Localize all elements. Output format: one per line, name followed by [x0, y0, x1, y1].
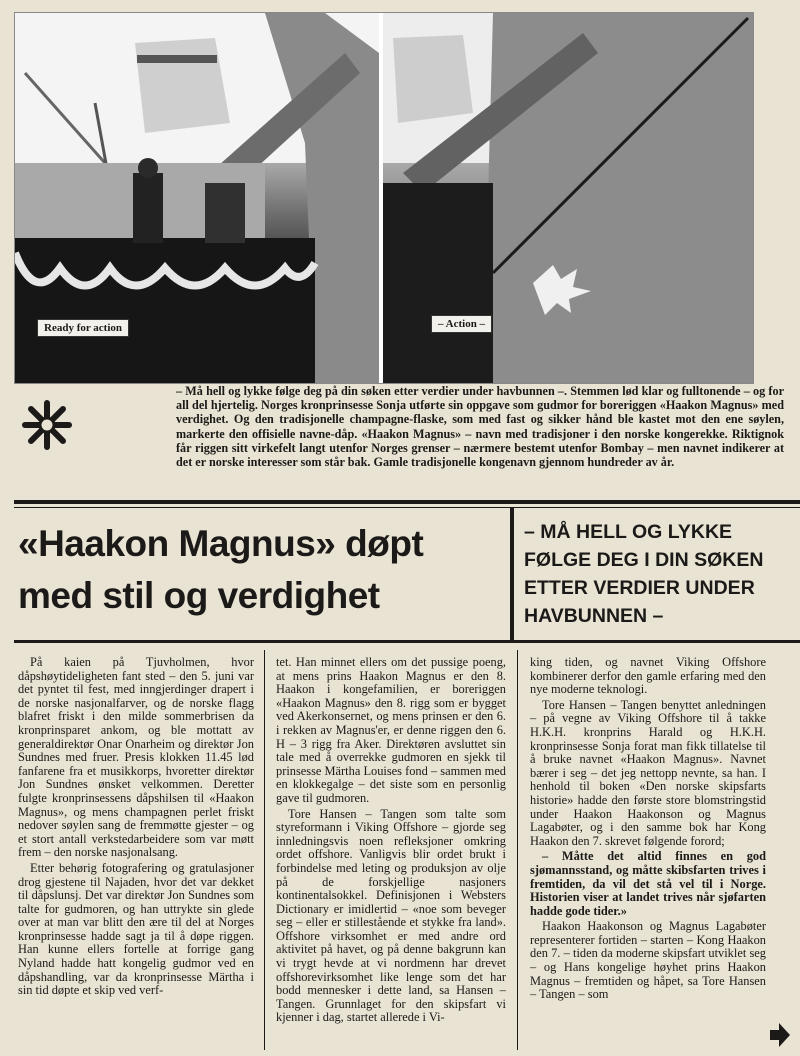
headline-line-2: med stil og verdighet — [18, 575, 380, 616]
paragraph: Tore Hansen – Tangen benyttet anledningen – på vegne av Viking Offshore til å takke H.K.H. kronprins Harald og H.K.H. kronprinsesse Sonja forat man fikk tillatelse til å bruke navnet «Haakon Magnus». Navnet bærer i seg – det jeg nettopp nevnte, sa han. I henhold til boken «Den norske skipsfarts historie» hadde den første store blomstringstid under Haakon Haakonson og Magnus Lagabøter, og i den samme bok har Kong Haakon den 7. skrevet følgende forord; — [530, 697, 766, 848]
divider-headline-bottom — [14, 640, 800, 643]
paragraph: king tiden, og navnet Viking Offshore kombinerer derfor den gamle erfaring med den nye moderne teknologi. — [530, 656, 766, 697]
paragraph: Etter behørig fotografering og gratulasjoner drog gjestene til Najaden, hvor det var dekket til dåpslunsj. Det var direktør Jon Sundnes som talte for gudmoren, og han uttrykte sin glede over at man var blitt den ære til del at Norges kronprinsesse hadde sagt ja til å døpe riggen. Han kunne ellers fortelle at forrige gang Nyland hadde hatt kongelig gudmor ved en dåpshandling, var da kronprinsesse Märtha i sin tid døpte et skip ved verf- — [18, 860, 254, 998]
headline-line-1: «Haakon Magnus» døpt — [18, 523, 424, 564]
intro-paragraph: – Må hell og lykke følge deg på din søken etter verdier under havbunnen –. Stemmen lød klar og fulltonende – og for all del hjertelig. Norges kronprinsesse Sonja utførte sin oppgave som gudmor for boreriggen «Haakon Magnus» med verdighet. Og den tradisjonelle champagne-flaske, som med fast og sikker hånd ble kastet mot den ene søylen, markerte den offisielle navne-dåp. «Haakon Magnus» – navn med tradisjoner i den norske kongerekke. Riktignok får riggen sitt virkefelt langt utenfor Norges grenser – nærmere bestemt utenfor Bombay – men navnet indikerer at det er norske interesser som står bak. Gamle tradisjonelle kongenavn gjennom hundreder av år. — [176, 384, 784, 470]
photo-strip — [14, 12, 754, 384]
asterisk-icon — [20, 398, 74, 452]
quote-paragraph: – Måtte det altid finnes en god sjømannsstand, og måtte skibsfarten trives i fremtiden, da vil det stå vel til i Norge. Historien viser at landet trives når sjøfarten hadde gode tider.» — [530, 849, 766, 918]
paragraph: tet. Han minnet ellers om det pussige poeng, at mens prins Haakon Magnus er den 8. Haakon i kongefamilien, er boreriggen «Haakon Magnus» den 8. rigg som er bygget ved Akerkonsernet, og mens prinsen er den 6. i rekken av Magnus'er, er denne riggen den 6. H – 3 rigg fra Aker. Direktøren avsluttet sin tale med å overrekke gudmoren en sjekk til prinsesse Märtha Louises fond – sammen med en klokkegalge – det siste som en personlig gave til gudmoren. — [276, 656, 506, 805]
body-column-1 — [18, 656, 254, 1052]
divider-col-1-2 — [264, 650, 265, 1050]
divider-top — [14, 500, 800, 504]
paragraph: Haakon Haakonson og Magnus Lagabøter representerer fortiden – starten – Kong Haakon den 7. – tiden da moderne skipsfart utviklet seg – og Hans kongelige høyhet prins Haakon Magnus – fremtiden og håpet, sa Tore Hansen – Tangen – som — [530, 919, 766, 1002]
paragraph: Tore Hansen – Tangen som talte som styreformann i Viking Offshore – gjorde seg innledningsvis noen refleksjoner omkring ordet offshore. Vanligvis blir ordet brukt i forbindelse med leting og produksjon av olje på de forskjellige nasjoners kontinentalsokkel. Definisjonen i Websters Dictionary er imidlertid – «noe som beveger seg – eller er stillestående et stykke fra land». Offshore virksomhet er med andre ord aktivitet på havet, og på denne bakgrunn kan vi trygt hevde at vi nordmenn har drevet offshorevirksomhet like lenge som det har bodd mennesker i dette land, sa Hansen – Tangen. Grunnlaget for den skipsfart vi kjenner i dag, startet allerede i Vi- — [276, 806, 506, 1025]
divider-top-thin — [14, 507, 800, 508]
continue-arrow-icon — [770, 1022, 790, 1048]
photo-action — [383, 13, 753, 383]
paragraph: På kaien på Tjuvholmen, hvor dåpshøytideligheten fant sted – den 5. juni var det pyntet til fest, med inngjerdinger drapert i de norske nasjonalfarver, og de norske flagg blafret friskt i den milde sommerbrisen da kronprinsparet ankom, og ble mottatt av generaldirektør Onar Onarheim og direktør Jon Sundnes med fruer. Presis klokken 11.45 lød fanfarene fra et musikkorps, hvoretter direktør Jon Sundnes ønsket velkommen. Deretter fulgte kronprinsessens dåpshilsen til «Haakon Magnus», og mens champagnen perlet friskt nedover søylen sang de fremmøtte gjester – og et stort antall verkstedarbeidere som var møtt frem – den norske nasjonalsang. — [18, 656, 254, 860]
photo-caption-right: – Action – — [431, 315, 492, 333]
photo-ready-for-action — [15, 13, 379, 383]
headline — [18, 518, 508, 622]
divider-col-2-3 — [517, 650, 518, 1050]
divider-headline-kicker — [510, 508, 514, 640]
kicker-quote: – MÅ HELL OG LYKKE FØLGE DEG I DIN SØKEN ETTER VERDIER UNDER HAVBUNNEN – — [524, 521, 764, 627]
body-column-3 — [530, 656, 766, 1052]
photo-caption-left: Ready for action — [37, 319, 129, 337]
body-column-2 — [276, 656, 506, 1052]
